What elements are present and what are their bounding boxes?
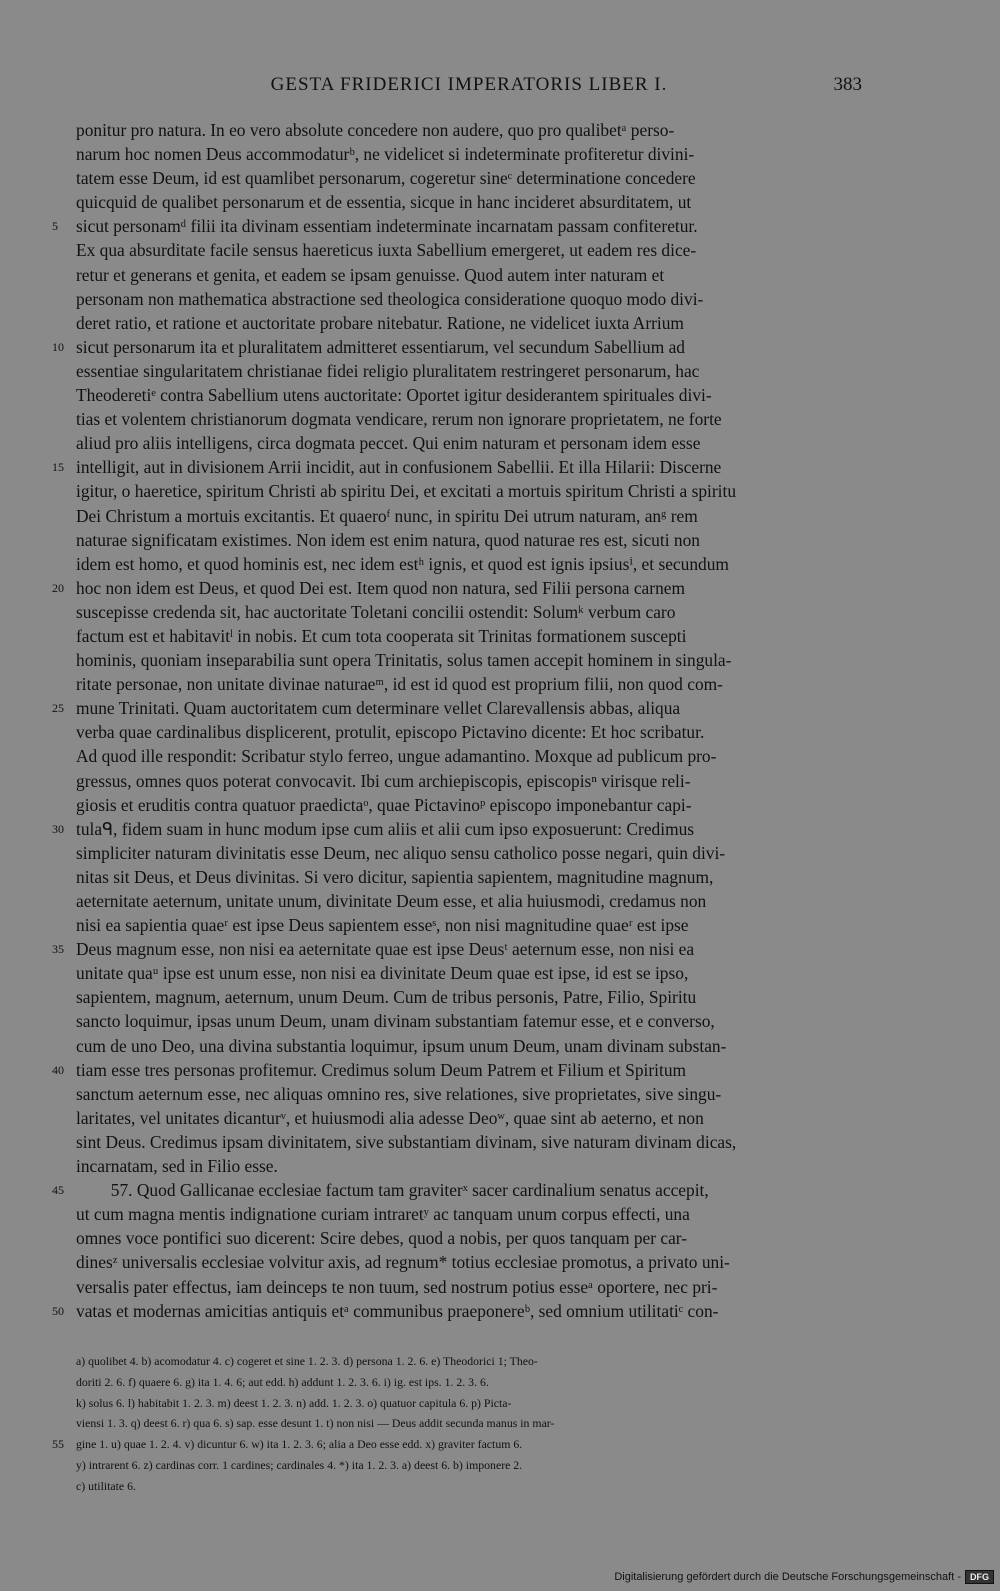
text-line — [76, 1275, 862, 1299]
line-text: unitate quaᵘ ipse est unum esse, non nisi ea divinitate Deum quae est ipse, id est se ipso, — [76, 963, 689, 984]
line-text: verba quae cardinalibus displicerent, protulit, episcopo Pictavino dicente: Et hoc scribatur. — [76, 722, 705, 743]
line-text: y) intrarent 6. z) cardinas corr. 1 cardines; cardinales 4. *) ita 1. 2. 3. a) deest 6. b) imponere 2. — [76, 1457, 523, 1472]
text-line — [76, 672, 862, 696]
footnote-line — [76, 1351, 862, 1372]
footnote-line — [76, 1413, 862, 1434]
text-line — [76, 841, 862, 865]
line-text: simpliciter naturam divinitatis esse Deum, nec aliquo sensu catholico posse negari, quin divi- — [76, 842, 726, 863]
text-line — [76, 118, 862, 142]
text-line — [76, 190, 862, 214]
line-number: 25 — [52, 701, 64, 716]
line-text: Ad quod ille respondit: Scribatur stylo ferreo, ungue adamantino. Moxque ad publicum pro- — [76, 746, 717, 767]
text-line — [76, 720, 862, 744]
line-text: aliud pro aliis intelligens, circa dogmata peccet. Qui enim naturam et personam idem esse — [76, 433, 701, 454]
line-number: 35 — [52, 942, 64, 957]
line-text: essentiae singularitatem christianae fidei religio pluralitatem restringeret personarum, hac — [76, 360, 700, 381]
line-text: Ex qua absurditate facile sensus haereticus iuxta Sabellium emergeret, ut eadem res dice- — [76, 240, 697, 261]
line-text: ut cum magna mentis indignatione curiam intraretʸ ac tanquam unum corpus effecti, una — [76, 1204, 690, 1225]
footnote-line — [52, 1434, 862, 1455]
line-number: 50 — [52, 1303, 64, 1318]
line-text: Theoderetiᵉ contra Sabellium utens auctoritate: Oportet igitur desiderantem spirituales divi- — [76, 385, 712, 406]
text-line — [76, 1154, 862, 1178]
line-number: 20 — [52, 580, 64, 595]
text-line — [76, 1226, 862, 1250]
text-line — [76, 479, 862, 503]
text-line — [76, 166, 862, 190]
line-text: viensi 1. 3. q) deest 6. r) qua 6. s) sap. esse desunt 1. t) non nisi — Deus addit secunda manus in mar- — [76, 1416, 555, 1431]
line-text: k) solus 6. l) habitabit 1. 2. 3. m) deest 1. 2. 3. n) add. 1. 2. 3. o) quatuor capitula 6. p) Picta- — [76, 1395, 512, 1410]
text-line — [76, 238, 862, 262]
footnote-line — [76, 1455, 862, 1476]
line-text: giosis et eruditis contra quatuor praedictaᵒ, quae Pictavinoᵖ episcopo imponebantur capi- — [76, 794, 692, 815]
text-line — [52, 937, 862, 961]
text-line — [52, 1058, 862, 1082]
line-text: tias et volentem christianorum dogmata vendicare, rerum non ignorare proprietatem, ne forte — [76, 409, 722, 430]
line-text: a) quolibet 4. b) acomodatur 4. c) cogeret et sine 1. 2. 3. d) persona 1. 2. 6. e) Theodorici 1; Theo- — [76, 1354, 538, 1368]
line-text: sicut personarum ita et pluralitatem admitteret essentiarum, vel secundum Sabellium ad — [76, 336, 685, 357]
line-text: c) utilitate 6. — [76, 1478, 136, 1493]
line-text: incarnatam, sed in Filio esse. — [76, 1156, 278, 1177]
line-text: doriti 2. 6. f) quaere 6. g) ita 1. 4. 6; aut edd. h) addunt 1. 2. 3. 6. i) ig. est ips. 1. 2. 3. 6. — [76, 1374, 489, 1389]
text-line — [76, 600, 862, 624]
line-text: gressus, omnes quos poterat convocavit. Ibi cum archiepiscopis, episcopisⁿ virisque reli- — [76, 770, 691, 791]
footnote-line — [76, 1393, 862, 1414]
line-number: 15 — [52, 460, 64, 475]
footnotes — [52, 1351, 862, 1497]
line-text: ponitur pro natura. In eo vero absolute concedere non audere, quo pro qualibetᵃ perso- — [76, 120, 675, 140]
line-text: cum de uno Deo, una divina substantia loquimur, ipsum unum Deum, unam divinam substan- — [76, 1035, 727, 1056]
line-text: versalis pater effectus, iam deinceps te non tuum, sed nostrum potius esseᵃ oportere, nec pri- — [76, 1276, 718, 1297]
text-line — [76, 311, 862, 335]
line-number: 5 — [52, 219, 58, 234]
text-line — [76, 1082, 862, 1106]
line-text: igitur, o haeretice, spiritum Christi ab spiritu Dei, et excitati a mortuis spiritum Christi a spiritu — [76, 481, 737, 502]
text-line — [52, 576, 862, 600]
dfg-logo: DFG — [965, 1570, 994, 1584]
text-line — [76, 1202, 862, 1226]
text-line — [52, 1299, 862, 1323]
text-line — [76, 624, 862, 648]
text-line — [76, 528, 862, 552]
text-line — [76, 287, 862, 311]
text-line — [76, 1130, 862, 1154]
line-text: suscepisse credenda sit, hac auctoritate Toletani concilii ostendit: Solumᵏ verbum caro — [76, 601, 676, 622]
text-line — [76, 383, 862, 407]
header-title: GESTA FRIDERICI IMPERATORIS LIBER I. — [270, 74, 668, 95]
line-number: 10 — [52, 339, 64, 354]
text-line — [76, 793, 862, 817]
line-text: gine 1. u) quae 1. 2. 4. v) dicuntur 6. w) ita 1. 2. 3. 6; alia a Deo esse edd. x) graviter factum 6. — [76, 1437, 523, 1452]
line-text: sint Deus. Credimus ipsam divinitatem, sive substantiam divinam, sive naturam divinam dicas, — [76, 1131, 737, 1152]
line-text: sapientem, magnum, aeternum, unum Deum. Cum de tribus personis, Patre, Filio, Spiritu — [76, 987, 697, 1008]
line-text: deret ratio, et ratione et auctoritate probare nitebatur. Ratione, ne videlicet iuxta Arrium — [76, 312, 684, 333]
text-line — [76, 744, 862, 768]
text-line — [52, 696, 862, 720]
footnote-line — [76, 1476, 862, 1497]
text-line — [76, 865, 862, 889]
text-line — [52, 455, 862, 479]
text-line — [76, 1250, 862, 1274]
line-text: hoc non idem est Deus, et quod Dei est. Item quod non natura, sed Filii persona carnem — [76, 577, 686, 598]
text-line — [76, 1034, 862, 1058]
main-text — [52, 118, 862, 1323]
text-line — [76, 985, 862, 1009]
line-number: 55 — [52, 1437, 64, 1452]
footer-text: Digitalisierung gefördert durch die Deutsche Forschungsgemeinschaft - — [614, 1571, 961, 1583]
line-text: aeternitate aeternum, unitate unum, divinitate Deum esse, et alia huiusmodi, credamus non — [76, 891, 707, 911]
line-text: 57. Quod Gallicanae ecclesiae factum tam graviterˣ sacer cardinalium senatus accepit, — [76, 1180, 709, 1201]
line-text: ritate personae, non unitate divinae naturaeᵐ, id est id quod est proprium filii, non quod com- — [76, 674, 723, 695]
line-number: 45 — [52, 1183, 64, 1198]
line-text: tiam esse tres personas profitemur. Credimus solum Deum Patrem et Filium et Spiritum — [76, 1059, 687, 1080]
line-text: laritates, vel unitates dicanturᵛ, et huiusmodi alia adesse Deoʷ, quae sint ab aeterno, et non — [76, 1107, 704, 1128]
line-text: sanctum aeternum esse, nec aliquas omnino res, sive relationes, sive proprietates, sive singu- — [76, 1083, 722, 1104]
text-line — [76, 142, 862, 166]
line-text: mune Trinitati. Quam auctoritatem cum determinare vellet Clarevallensis abbas, aliqua — [76, 698, 681, 719]
line-number: 30 — [52, 821, 64, 836]
line-text: factum est et habitavitˡ in nobis. Et cum tota cooperata sit Trinitas formationem suscepti — [76, 625, 687, 646]
text-line — [76, 769, 862, 793]
line-text: quicquid de qualibet personarum et de essentia, sicque in hanc incideret absurditatem, ut — [76, 192, 692, 213]
page-number: 383 — [833, 74, 862, 95]
line-text: sicut personamᵈ filii ita divinam essentiam indeterminate incarnatam passam confiteretur. — [76, 216, 698, 237]
text-line — [76, 359, 862, 383]
text-line — [76, 1009, 862, 1033]
line-text: hominis, quoniam inseparabilia sunt opera Trinitatis, solus tamen accepit hominem in singula- — [76, 650, 732, 671]
line-text: nisi ea sapientia quaeʳ est ipse Deus sapientem esseˢ, non nisi magnitudine quaeʳ est ipse — [76, 915, 689, 936]
line-text: narum hoc nomen Deus accommodaturᵇ, ne videlicet si indeterminate profiteretur divini- — [76, 144, 695, 165]
text-line — [52, 1178, 862, 1202]
line-text: naturae significatam existimes. Non idem est enim natura, quod naturae res est, sicuti non — [76, 529, 700, 550]
line-text: personam non mathematica abstractione sed theologica consideratione quoquo modo divi- — [76, 288, 704, 309]
line-number: 40 — [52, 1062, 64, 1077]
text-line — [76, 889, 862, 913]
text-line — [76, 504, 862, 528]
line-text: nitas sit Deus, et Deus divinitas. Si vero dicitur, sapientia sapientem, magnitudine magnum, — [76, 866, 714, 887]
text-line — [76, 913, 862, 937]
footnote-line — [76, 1372, 862, 1393]
line-text: vatas et modernas amicitias antiquis etᵃ communibus praeponereᵇ, sed omnium utilitatiᶜ con- — [76, 1300, 719, 1321]
text-line — [76, 648, 862, 672]
text-line — [76, 552, 862, 576]
text-line — [52, 335, 862, 359]
footer-credit — [614, 1570, 994, 1584]
running-header — [76, 74, 862, 100]
line-text: Dei Christum a mortuis excitantis. Et quaeroᶠ nunc, in spiritu Dei utrum naturam, anᵍ rem — [76, 505, 698, 526]
text-line — [76, 961, 862, 985]
line-text: tulaᑫ, fidem suam in hunc modum ipse cum aliis et alii cum ipso exposuerunt: Credimus — [76, 818, 695, 839]
line-text: sancto loquimur, ipsas unum Deum, unam divinam substantiam fatemur esse, et e converso, — [76, 1011, 715, 1032]
line-text: dinesᶻ universalis ecclesiae volvitur axis, ad regnum* totius ecclesiae promotus, a privato uni- — [76, 1252, 730, 1273]
text-line — [52, 214, 862, 238]
text-line — [76, 407, 862, 431]
text-line — [76, 1106, 862, 1130]
line-text: tatem esse Deum, id est quamlibet personarum, cogeretur sineᶜ determinatione concedere — [76, 168, 696, 189]
line-text: retur et generans et genita, et eadem se ipsam genuisse. Quod autem inter naturam et — [76, 264, 665, 285]
text-line — [76, 431, 862, 455]
line-text: Deus magnum esse, non nisi ea aeternitate quae est ipse Deusᵗ aeternum esse, non nisi ea — [76, 939, 695, 960]
line-text: intelligit, aut in divisionem Arrii incidit, aut in confusionem Sabellii. Et illa Hilarii: Discerne — [76, 457, 722, 478]
text-line — [76, 263, 862, 287]
text-line — [52, 817, 862, 841]
line-text: omnes voce pontifici suo dicerent: Scire debes, quod a nobis, per quos tanquam per car- — [76, 1228, 688, 1249]
line-text: idem est homo, et quod hominis est, nec idem estʰ ignis, et quod est ignis ipsiusⁱ, et secundum — [76, 553, 729, 574]
